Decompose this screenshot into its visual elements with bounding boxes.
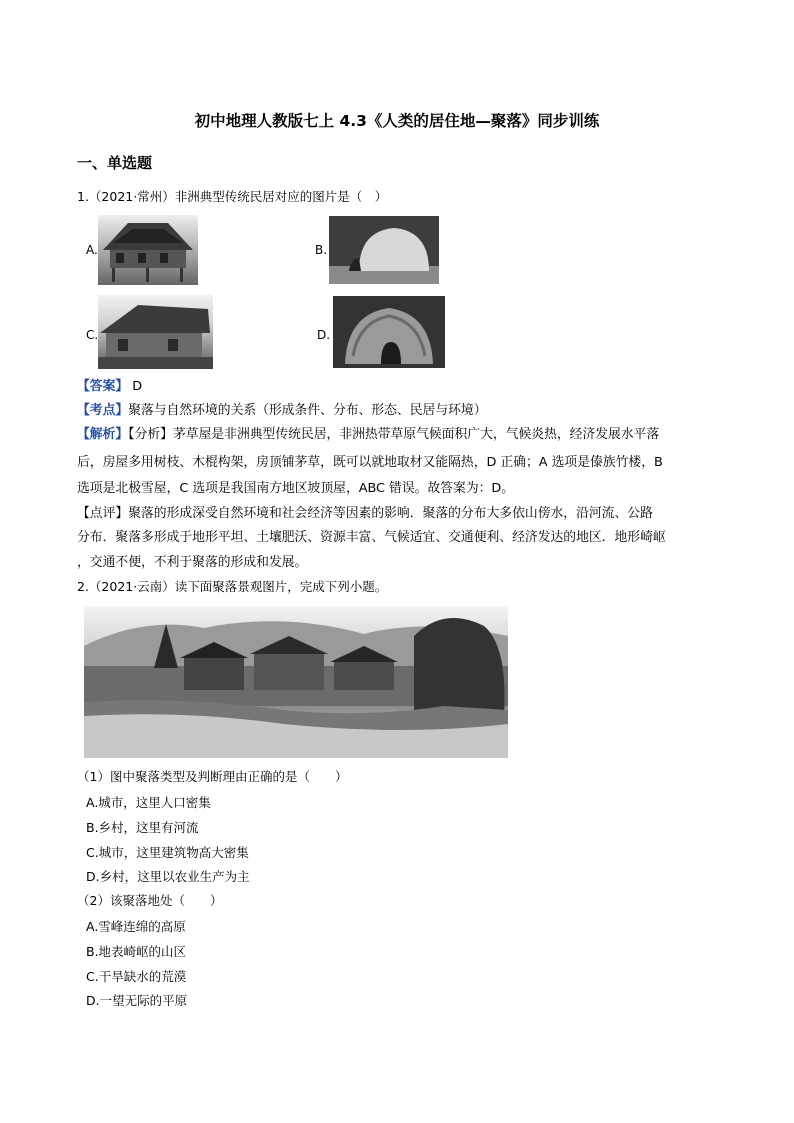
- analysis-text-1: 【分析】茅草屋是非洲典型传统民居，非洲热带草原气候面积广大，气候炎热，经济发展水平落: [128, 427, 660, 442]
- comment-line-3: ，交通不便，不利于聚落的形成和发展。: [77, 555, 308, 570]
- answer-tag: 【答案】: [77, 379, 129, 394]
- sub2-option-d: D.一望无际的平原: [86, 993, 188, 1008]
- analysis-line-3: 选项是北极雪屋，C 选项是我国南方地区坡顶屋，ABC 错误。故答案为：D。: [77, 481, 515, 496]
- sub1-option-c: C.城市，这里建筑物高大密集: [86, 845, 249, 860]
- analysis-tag: 【解析】: [77, 427, 129, 442]
- sub2-option-a: A.雪峰连绵的高原: [86, 919, 186, 934]
- sub2-option-c: C.干旱缺水的荒漠: [86, 969, 187, 984]
- point-line: [77, 399, 487, 423]
- sub1-option-a: A.城市，这里人口密集: [86, 795, 211, 810]
- analysis-line-2: 后，房屋多用树枝、木棍构架，房顶铺茅草，既可以就地取材又能隔热，D 正确；A 选项是傣族竹楼，B: [77, 455, 663, 470]
- option-b-label: B.: [315, 243, 328, 257]
- page-title: 初中地理人教版七上 4.3《人类的居住地—聚落》同步训练: [194, 112, 600, 130]
- sub-question-2-stem: （2）该聚落地处（ ）: [77, 893, 223, 908]
- bamboo-house-photo: [98, 215, 198, 285]
- sub-question-1-stem: （1）图中聚落类型及判断理由正确的是（ ）: [77, 769, 348, 784]
- option-c-label: C.: [86, 328, 99, 342]
- section-heading: 一、单选题: [77, 154, 153, 172]
- thatched-hut-photo: [333, 296, 445, 368]
- sloped-roof-house-photo: [98, 295, 213, 369]
- sub1-option-d: D.乡村，这里以农业生产为主: [86, 869, 250, 884]
- comment-line-2: 分布．聚落多形成于地形平坦、土壤肥沃、资源丰富、气候适宜、交通便利、经济发达的地区．地形崎岖: [77, 530, 666, 545]
- sub1-option-b: B.乡村，这里有河流: [86, 820, 199, 835]
- sub2-option-b: B.地表崎岖的山区: [86, 944, 187, 959]
- village-landscape-photo: [84, 606, 508, 758]
- answer-line: [77, 375, 142, 399]
- igloo-photo: [329, 216, 439, 284]
- option-a-label: A.: [86, 243, 98, 257]
- question-2-stem: 2.（2021·云南）读下面聚落景观图片，完成下列小题。: [77, 579, 388, 594]
- analysis-line-1: [77, 423, 659, 447]
- point-tag: 【考点】: [77, 403, 129, 418]
- answer-value: D: [132, 379, 143, 394]
- question-1-stem: 1.（2021·常州）非洲典型传统民居对应的图片是（ ）: [77, 189, 388, 204]
- comment-line-1: 【点评】聚落的形成深受自然环境和社会经济等因素的影响．聚落的分布大多依山傍水，沿河流、公路: [77, 506, 653, 521]
- option-d-label: D.: [317, 328, 331, 342]
- point-text: 聚落与自然环境的关系（形成条件、分布、形态、民居与环境）: [128, 403, 487, 418]
